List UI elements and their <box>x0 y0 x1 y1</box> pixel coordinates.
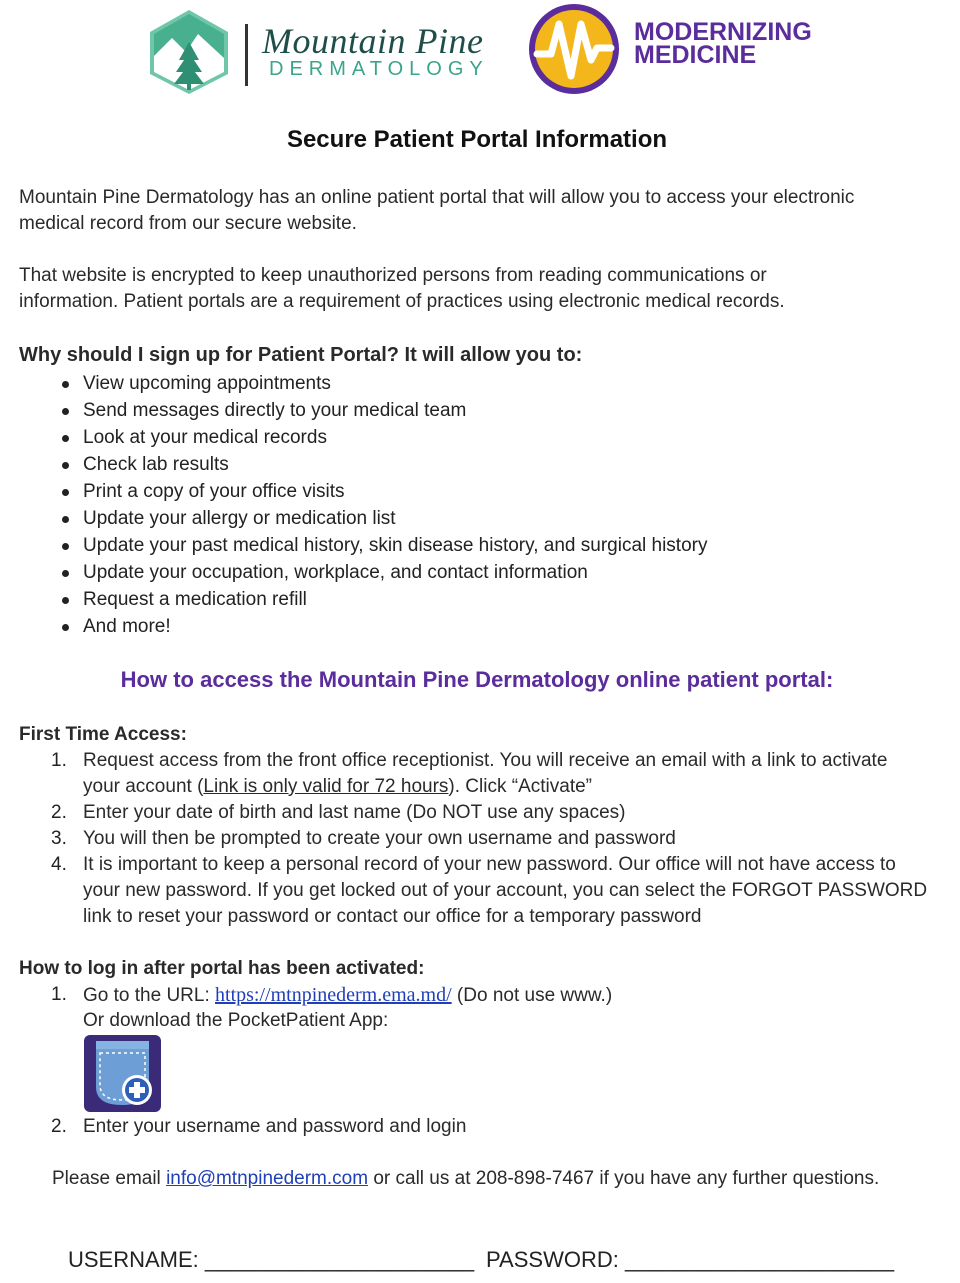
username-label: USERNAME: <box>68 1247 199 1272</box>
login-step-1-pre: Go to the URL: <box>83 985 216 1006</box>
login-step-2: Enter your username and password and login <box>83 1116 467 1137</box>
link-validity-note: Link is only valid for 72 hours <box>203 776 449 797</box>
bullet-icon <box>62 408 69 415</box>
bullet-icon <box>62 516 69 523</box>
first-time-step-2: Enter your date of birth and last name (Do NOT use any spaces) <box>83 802 626 823</box>
medicine-wordmark: MEDICINE <box>634 41 757 69</box>
dermatology-wordmark: DERMATOLOGY <box>269 58 489 80</box>
portal-url-link[interactable]: https://mtnpinederm.ema.md/ <box>215 984 452 1006</box>
benefit-text: Update your allergy or medication list <box>83 508 396 529</box>
email-link[interactable]: info@mtnpinederm.com <box>166 1168 369 1189</box>
why-sign-up-heading: Why should I sign up for Patient Portal? It will allow you to: <box>19 344 583 366</box>
login-step-1-post: (Do not use www.) <box>451 985 613 1006</box>
password-blank[interactable]: ______________________ <box>624 1247 895 1272</box>
contact-post: or call us at 208-898-7467 if you have any further questions. <box>368 1168 880 1189</box>
list-item <box>62 613 707 640</box>
contact-pre: Please email <box>52 1168 167 1189</box>
bullet-icon <box>62 570 69 577</box>
list-item <box>62 586 707 613</box>
modernizing-medicine-logo-icon <box>527 2 621 96</box>
benefit-text: Check lab results <box>83 454 229 475</box>
first-time-access-heading: First Time Access: <box>19 724 187 745</box>
modernizing-wordmark: MODERNIZING <box>634 18 812 46</box>
list-item <box>62 370 707 397</box>
list-item <box>62 505 707 532</box>
list-item <box>62 532 707 559</box>
benefit-text: Look at your medical records <box>83 427 327 448</box>
benefit-text: Update your past medical history, skin disease history, and surgical history <box>83 535 708 556</box>
benefit-text: Update your occupation, workplace, and contact information <box>83 562 588 583</box>
password-line <box>486 1247 894 1273</box>
login-step-1-line-2: Or download the PocketPatient App: <box>83 1010 389 1031</box>
password-label: PASSWORD: <box>486 1247 619 1272</box>
bullet-icon <box>62 597 69 604</box>
step-number: 2. <box>51 1116 67 1137</box>
step-number: 1. <box>51 984 67 1005</box>
bullet-icon <box>62 543 69 550</box>
login-step-1 <box>83 982 612 1009</box>
step-number: 4. <box>51 854 67 875</box>
bullet-icon <box>62 381 69 388</box>
list-item <box>62 397 707 424</box>
step-number: 2. <box>51 802 67 823</box>
benefit-text: And more! <box>83 616 171 637</box>
access-portal-heading: How to access the Mountain Pine Dermatology online patient portal: <box>120 667 834 692</box>
intro-paragraph-2-line-2: information. Patient portals are a requirement of practices using electronic medical records. <box>19 291 785 312</box>
list-item <box>62 559 707 586</box>
list-item <box>62 451 707 478</box>
mountain-pine-logo-icon <box>146 8 232 96</box>
logo-divider <box>245 24 248 86</box>
benefits-list <box>62 370 707 640</box>
benefit-text: Request a medication refill <box>83 589 307 610</box>
username-line <box>68 1247 474 1273</box>
benefit-text: Print a copy of your office visits <box>83 481 345 502</box>
first-time-step-1-line-2 <box>83 774 592 800</box>
first-time-step-4-line-2: your new password. If you get locked out of your account, you can select the FORGOT PASSWORD <box>83 880 928 901</box>
step-1-text-pre: your account ( <box>83 776 204 797</box>
login-heading: How to log in after portal has been activated: <box>19 958 425 979</box>
pocketpatient-app-icon[interactable] <box>84 1035 161 1112</box>
first-time-step-4-line-1: It is important to keep a personal record of your new password. Our office will not have access to <box>83 854 896 875</box>
bullet-icon <box>62 435 69 442</box>
benefit-text: View upcoming appointments <box>83 373 331 394</box>
page-title: Secure Patient Portal Information <box>286 126 668 153</box>
mountain-pine-wordmark: Mountain Pine <box>262 21 484 61</box>
contact-line <box>52 1166 879 1192</box>
benefit-text: Send messages directly to your medical team <box>83 400 467 421</box>
username-blank[interactable]: ______________________ <box>204 1247 475 1272</box>
first-time-step-3: You will then be prompted to create your own username and password <box>83 828 676 849</box>
intro-paragraph-1-line-2: medical record from our secure website. <box>19 213 357 234</box>
intro-paragraph-2-line-1: That website is encrypted to keep unauthorized persons from reading communications or <box>19 265 767 286</box>
bullet-icon <box>62 462 69 469</box>
intro-paragraph-1-line-1: Mountain Pine Dermatology has an online patient portal that will allow you to access your electronic <box>19 187 855 208</box>
step-1-text-post: ). Click “Activate” <box>448 776 592 797</box>
list-item <box>62 478 707 505</box>
list-item <box>62 424 707 451</box>
first-time-step-1-line-1: Request access from the front office receptionist. You will receive an email with a link to activate <box>83 750 888 771</box>
step-number: 3. <box>51 828 67 849</box>
step-number: 1. <box>51 750 67 771</box>
first-time-step-4-line-3: link to reset your password or contact our office for a temporary password <box>83 906 702 927</box>
bullet-icon <box>62 489 69 496</box>
bullet-icon <box>62 624 69 631</box>
